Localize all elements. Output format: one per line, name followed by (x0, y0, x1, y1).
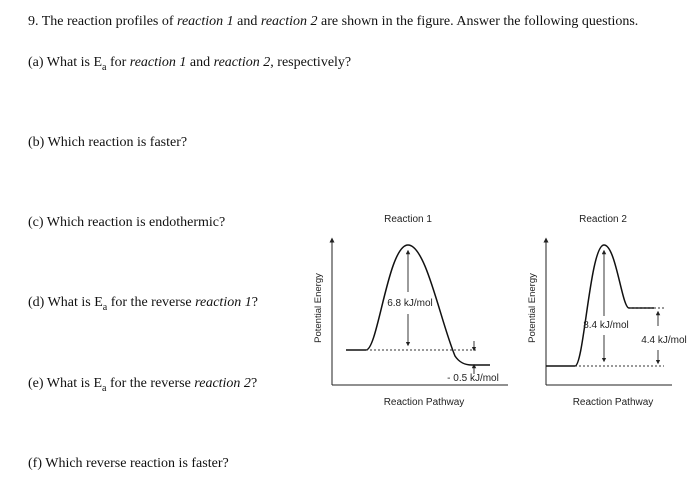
reaction2-x-label: Reaction Pathway (572, 397, 654, 408)
question-part-f: (f) Which reverse reaction is faster? (28, 456, 229, 471)
part-d-sub: a (102, 301, 108, 313)
reaction2-diagram (527, 214, 687, 408)
reaction1-diagram (313, 214, 508, 408)
question-part-b: (b) Which reaction is faster? (28, 135, 188, 150)
part-d-suffix: ? (251, 295, 258, 310)
part-e-reaction: reaction 2 (194, 376, 251, 391)
question-part-c: (c) Which reaction is endothermic? (28, 215, 226, 230)
reaction1-delta-label: - 0.5 kJ/mol (447, 373, 499, 384)
part-e-mid: for the reverse (106, 376, 195, 391)
question-number: 9. (28, 14, 39, 29)
part-a-mid: for (106, 55, 130, 70)
part-e-prefix: (e) What is E (28, 376, 102, 391)
reaction2-activation-label: 8.4 kJ/mol (583, 320, 629, 331)
reaction1-title: Reaction 1 (384, 214, 432, 225)
reaction1-y-label: Potential Energy (313, 273, 324, 343)
part-a-prefix: (a) What is E (28, 55, 102, 70)
reaction1-activation-label: 6.8 kJ/mol (387, 298, 433, 309)
reaction1-x-label: Reaction Pathway (383, 397, 465, 408)
reaction2-delta-label: 4.4 kJ/mol (641, 335, 687, 346)
part-d-reaction: reaction 1 (195, 295, 252, 310)
part-a-and: and (186, 55, 214, 70)
reaction2-energy-curve (546, 245, 654, 366)
question-intro-and: and (233, 14, 261, 29)
reaction2-y-label: Potential Energy (527, 273, 538, 343)
part-a-sub: a (102, 61, 107, 73)
part-a-suffix: , respectively? (270, 55, 352, 70)
part-a-reaction1: reaction 1 (129, 55, 187, 70)
part-e-sub: a (102, 382, 107, 394)
question-intro-2: are shown in the figure. Answer the following questions. (317, 14, 639, 29)
part-a-reaction2: reaction 2 (213, 55, 271, 70)
part-d-mid: for the reverse (107, 295, 196, 310)
reaction1-ref: reaction 1 (177, 14, 234, 29)
part-d-prefix: (d) What is E (28, 295, 103, 310)
part-e-suffix: ? (250, 376, 258, 391)
reaction2-ref: reaction 2 (260, 14, 318, 29)
question-intro-1: The reaction profiles of (41, 14, 178, 29)
reaction2-title: Reaction 2 (579, 214, 627, 225)
